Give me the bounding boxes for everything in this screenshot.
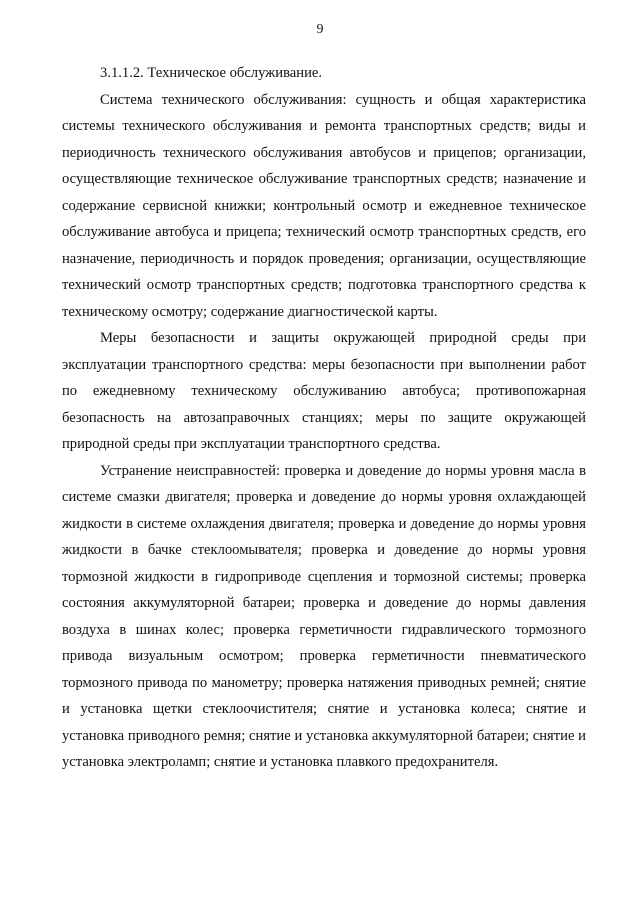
- paragraph-maintenance-system: Система технического обслуживания: сущность и общая характеристика системы технического обслуживания и ремонта транспортных средств; виды и периодичность технического обслуживания автобусов и прицепов; организации, осуществляющие техническое обслуживание транспортных средств; назначение и содержание сервисной книжки; контрольный осмотр и ежедневное техническое обслуживание автобуса и прицепа; технический осмотр транспортных средств, его назначение, периодичность и порядок проведения; организации, осуществляющие технический осмотр транспортных средств; подготовка транспортного средства к техническому осмотру; содержание диагностической карты.: [62, 91, 586, 320]
- paragraph-safety-measures: Меры безопасности и защиты окружающей природной среды при эксплуатации транспортного средства: меры безопасности при выполнении работ по ежедневному техническому обслуживанию автобуса; противопожарная безопасность на автозаправочных станциях; меры по защите окружающей природной среды при эксплуатации транспортного средства.: [62, 330, 586, 452]
- section-heading: 3.1.1.2. Техническое обслуживание.: [100, 65, 322, 81]
- paragraph-troubleshooting: Устранение неисправностей: проверка и доведение до нормы уровня масла в системе смазки двигателя; проверка и доведение до нормы уровня охлаждающей жидкости в системе охлаждения двигателя; проверка и доведение до нормы уровня жидкости в бачке стеклоомывателя; проверка и доведение до нормы уровня тормозной жидкости в гидроприводе сцепления и тормозной системы; проверка состояния аккумуляторной батареи; проверка и доведение до нормы давления воздуха в шинах колес; проверка герметичности гидравлического тормозного привода визуальным осмотром; проверка герметичности пневматического тормозного привода по манометру; проверка натяжения приводных ремней; снятие и установка щетки стеклоочистителя; снятие и установка колеса; снятие и установка приводного ремня; снятие и установка аккумуляторной батареи; снятие и установка электроламп; снятие и установка плавкого предохранителя.: [62, 462, 586, 770]
- page-number: 9: [316, 22, 324, 37]
- document-body: [62, 60, 586, 776]
